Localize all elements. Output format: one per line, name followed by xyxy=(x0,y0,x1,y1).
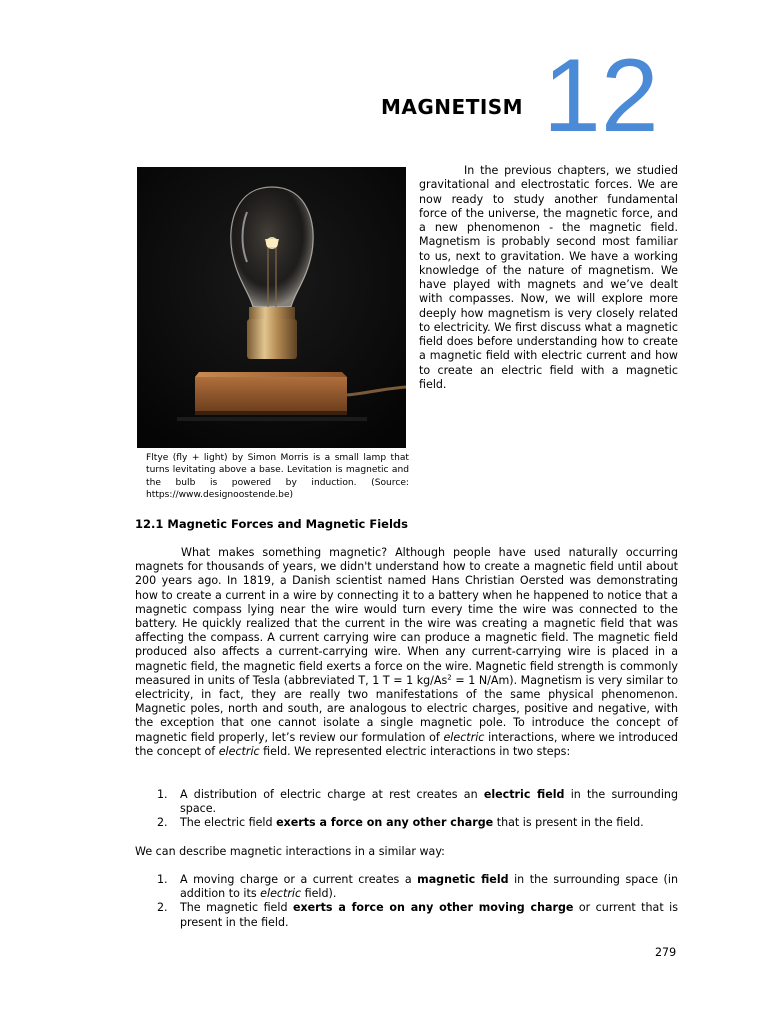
list-item xyxy=(135,788,678,816)
item-text: or current that is present in the field. xyxy=(180,901,678,929)
item-bold: electric field xyxy=(483,788,565,801)
chapter-title: MAGNETISM xyxy=(381,95,524,119)
magnetic-interaction-steps xyxy=(135,873,678,930)
list-number: 1. xyxy=(157,788,168,801)
list-number: 2. xyxy=(157,901,168,915)
item-bold: exerts a force on any other charge xyxy=(276,816,494,830)
list-item xyxy=(135,816,678,830)
para-text: = 1 N/Am). Magnetism is very similar to electricity, in fact, they are really two manifestations of the same physical phenomenon. Magnetic poles, north and south, are analogous to electric charges, positive and negative, with the exception that one cannot isolate a single magnetic pole. To introduce the concept of magnetic field properly, let’s review our formulation of xyxy=(135,673,678,744)
item-text: in the surrounding space (in addition to its xyxy=(180,873,678,901)
item-text: The electric field xyxy=(180,816,277,830)
section-heading: 12.1 Magnetic Forces and Magnetic Fields xyxy=(135,517,408,531)
item-bold: magnetic field xyxy=(417,873,509,886)
list-number: 2. xyxy=(157,816,168,830)
list-item xyxy=(135,873,678,901)
item-text: The magnetic field xyxy=(180,901,293,915)
emphasis: electric xyxy=(443,730,485,744)
item-bold: exerts a force on any other moving charge xyxy=(292,901,574,915)
figure-caption: Fltye (fly + light) by Simon Morris is a small lamp that turns levitating above a base. Levitation is magnetic and the bulb is powered by induction. (Source: https://www.designoostende.be) xyxy=(146,453,409,501)
superscript: 2 xyxy=(447,673,452,682)
para-text: field. We represented electric interactions in two steps: xyxy=(259,744,571,758)
electric-interaction-steps xyxy=(135,788,678,831)
levitating-lightbulb-image xyxy=(137,167,406,448)
levitating-lamp-photo xyxy=(137,167,406,448)
chapter-number: 12 xyxy=(543,38,659,154)
list-item xyxy=(135,901,678,929)
para-text: What makes something magnetic? Although people have used naturally occurring magnets for thousands of years, we didn't understand how to create a magnetic field until about 200 years ago. In 1819, a Danish scientist named Hans Christian Oersted was demonstrating how to create a current in a wire by connecting it to a battery when he happened to notice that a magnetic compass lying near the wire would turn every time the wire was connected to the battery. He quickly realized that the current in the wire was creating a magnetic field that was affecting the compass. A current carrying wire can produce a magnetic field. The magnetic field produced also affects a current-carrying wire. When any current-carrying wire is placed in a magnetic field, the magnetic field exerts a force on the wire. Magnetic field strength is commonly measured in units of Tesla (abbreviated T, 1 T = 1 kg/As xyxy=(135,546,678,687)
transition-sentence: We can describe magnetic interactions in a similar way: xyxy=(135,845,445,858)
body-paragraph xyxy=(135,546,678,759)
intro-paragraph: In the previous chapters, we studied gravitational and electrostatic forces. We are now ready to study another fundamental force of the universe, the magnetic force, and a new phenomenon - the magnetic field. Magnetism is probably second most familiar to us, next to gravitation. We have a working knowledge of the nature of magnetism. We have played with magnets and we’ve dealt with compasses. Now, we will explore more deeply how magnetism is very closely related to electricity. We first discuss what a magnetic field does before understanding how to create a magnetic field with electric current and how to create an electric field with a magnetic field. xyxy=(419,164,678,391)
item-text: A distribution of electric charge at rest creates an xyxy=(180,788,484,801)
item-text: that is present in the field. xyxy=(493,816,644,830)
item-text: field). xyxy=(301,887,337,901)
item-text: A moving charge or a current creates a xyxy=(180,873,418,886)
para-text: interactions, where we introduced the concept of xyxy=(135,730,678,758)
list-number: 1. xyxy=(157,873,168,886)
item-emphasis: electric xyxy=(260,887,302,901)
page-number: 279 xyxy=(655,946,677,959)
item-text: in the surrounding space. xyxy=(180,788,678,816)
emphasis: electric xyxy=(218,744,260,758)
